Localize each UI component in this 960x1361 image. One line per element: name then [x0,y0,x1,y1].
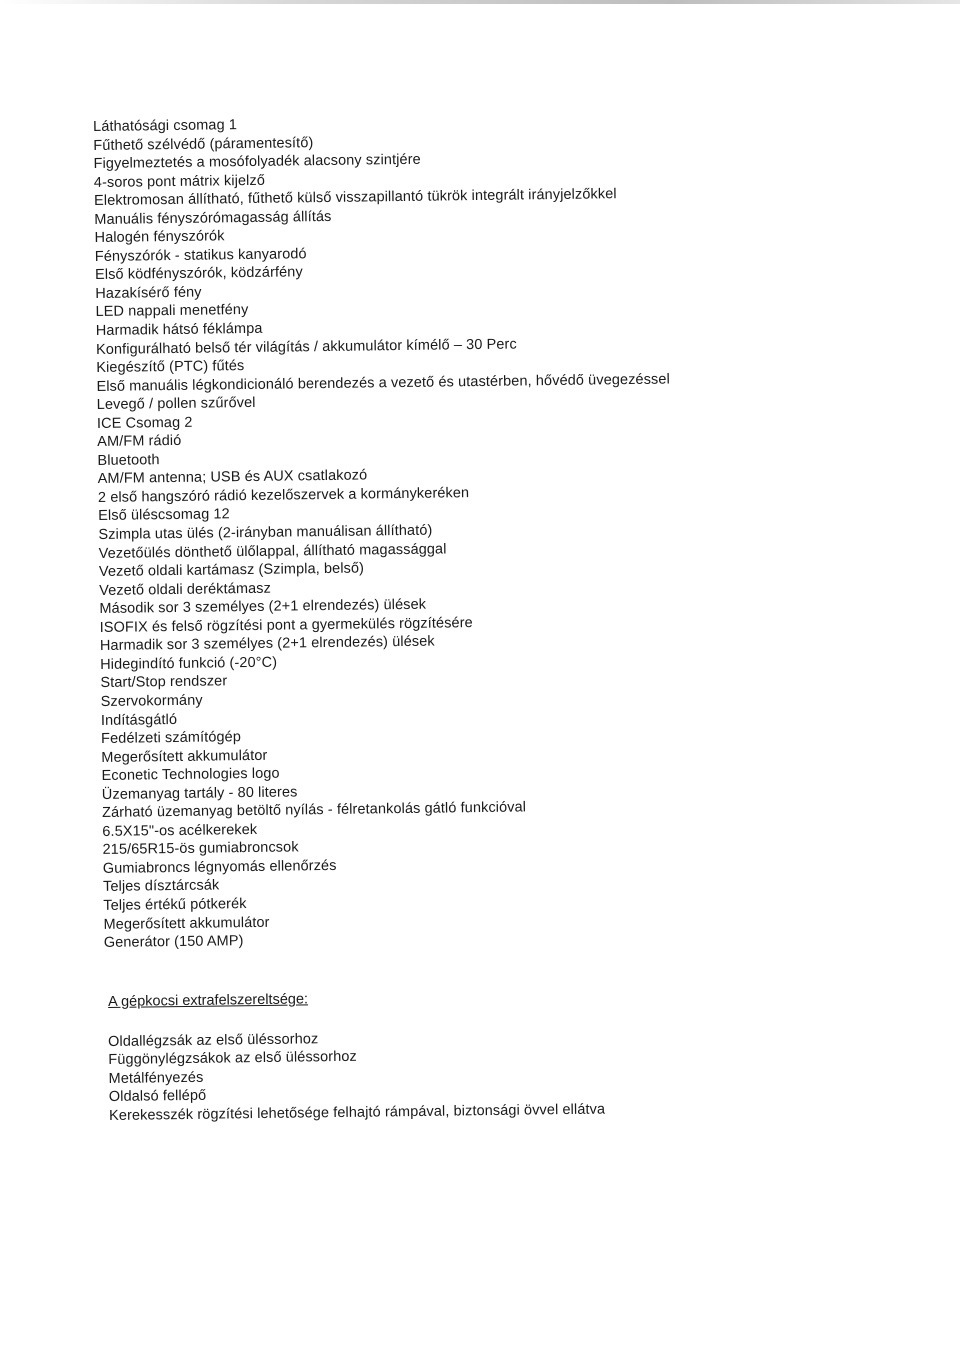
equipment-item: Figyelmeztetés a mosófolyadék alacsony szintjére [93,151,421,173]
equipment-item: Láthatósági csomag 1 [93,117,238,135]
equipment-item: LED nappali menetfény [95,302,249,321]
extra-item: Oldalsó fellépő [108,1087,207,1106]
extra-item: Függönylégzsákok az első üléssorhoz [108,1049,357,1069]
equipment-item: ICE Csomag 2 [96,414,193,432]
equipment-item: Zárható üzemanyag betöltő nyílás - félretankolás gátló funkcióval [101,799,527,822]
equipment-item: Manuális fényszórómagasság állítás [94,208,332,228]
equipment-item: Fűthető szélvédő (páramentesítő) [93,134,314,154]
equipment-item: Első manuális légkondicionáló berendezés a vezető és utastérben, hővédő üvegezéssel [96,371,670,395]
equipment-item: Econetic Technologies logo [101,765,280,785]
equipment-item: Üzemanyag tartály - 80 literes [101,784,298,803]
equipment-item: Generátor (150 AMP) [103,933,244,951]
equipment-item: Kiegészítő (PTC) fűtés [96,358,245,377]
equipment-item: 2 első hangszóró rádió kezelőszervek a kormánykeréken [97,485,470,506]
equipment-item: Első üléscsomag 12 [98,506,230,525]
equipment-item: Vezetőülés dönthető ülőlappal, állítható magassággal [98,540,447,562]
extras-section-title: A gépkocsi extrafelszereltsége: [108,991,309,1010]
equipment-list [93,109,784,952]
equipment-item: 215/65R15-ös gumiabroncsok [102,839,299,859]
equipment-item: Vezető oldali deréktámasz [99,580,272,599]
equipment-item: Teljes értékű pótkerék [103,896,247,914]
equipment-item: Szimpla utas ülés (2-irányban manuálisan állítható) [98,522,433,543]
equipment-item: Vezető oldali kartámasz (Szimpla, belső) [98,560,365,581]
equipment-item: Teljes dísztárcsák [102,877,220,896]
equipment-item: Start/Stop rendszer [100,673,228,692]
equipment-item: ISOFIX és felső rögzítési pont a gyermekülés rögzítésére [99,614,473,636]
equipment-item: Megerősített akkumulátor [103,914,270,933]
equipment-item: Harmadik hátsó féklámpa [95,320,263,339]
equipment-item: Hazakísérő fény [95,284,202,302]
equipment-item: Fedélzeti számítógép [101,729,242,747]
equipment-item: Második sor 3 személyes (2+1 elrendezés) ülések [99,596,427,618]
extra-item: Oldallégzsák az első üléssorhoz [108,1031,319,1050]
equipment-item: Első ködfényszórók, ködzárfény [94,264,303,284]
extra-item: Metálfényezés [108,1069,204,1087]
equipment-item: AM/FM antenna; USB és AUX csatlakozó [97,467,368,488]
equipment-item: Levegő / pollen szűrővel [96,395,256,414]
equipment-item: Szervokormány [100,692,203,710]
equipment-item: 6.5X15"-os acélkerekek [102,821,258,840]
equipment-item: Elektromosan állítható, fűthető külső visszapillantó tükrök integrált irányjelzőkkel [93,186,617,210]
equipment-item: Hidegindító funkció (-20°C) [100,654,278,673]
equipment-item: 4-soros pont mátrix kijelző [93,172,266,191]
extras-list [108,1025,729,1125]
equipment-item: Konfigurálható belső tér világítás / akkumulátor kímélő – 30 Perc [95,336,517,358]
equipment-item: Fényszórók - statikus kanyarodó [94,246,307,265]
equipment-item: Harmadik sor 3 személyes (2+1 elrendezés) ülések [99,633,435,655]
extra-item: Kerekesszék rögzítési lehetősége felhajtó rámpával, biztonsági övvel ellátva [108,1101,606,1124]
equipment-item: Megerősített akkumulátor [101,747,268,766]
equipment-item: AM/FM rádió [97,433,182,451]
equipment-item: Bluetooth [97,452,160,469]
equipment-item: Indításgátló [100,711,178,729]
equipment-item: Halogén fényszórók [94,228,225,247]
equipment-item: Gumiabroncs légnyomás ellenőrzés [102,857,337,877]
